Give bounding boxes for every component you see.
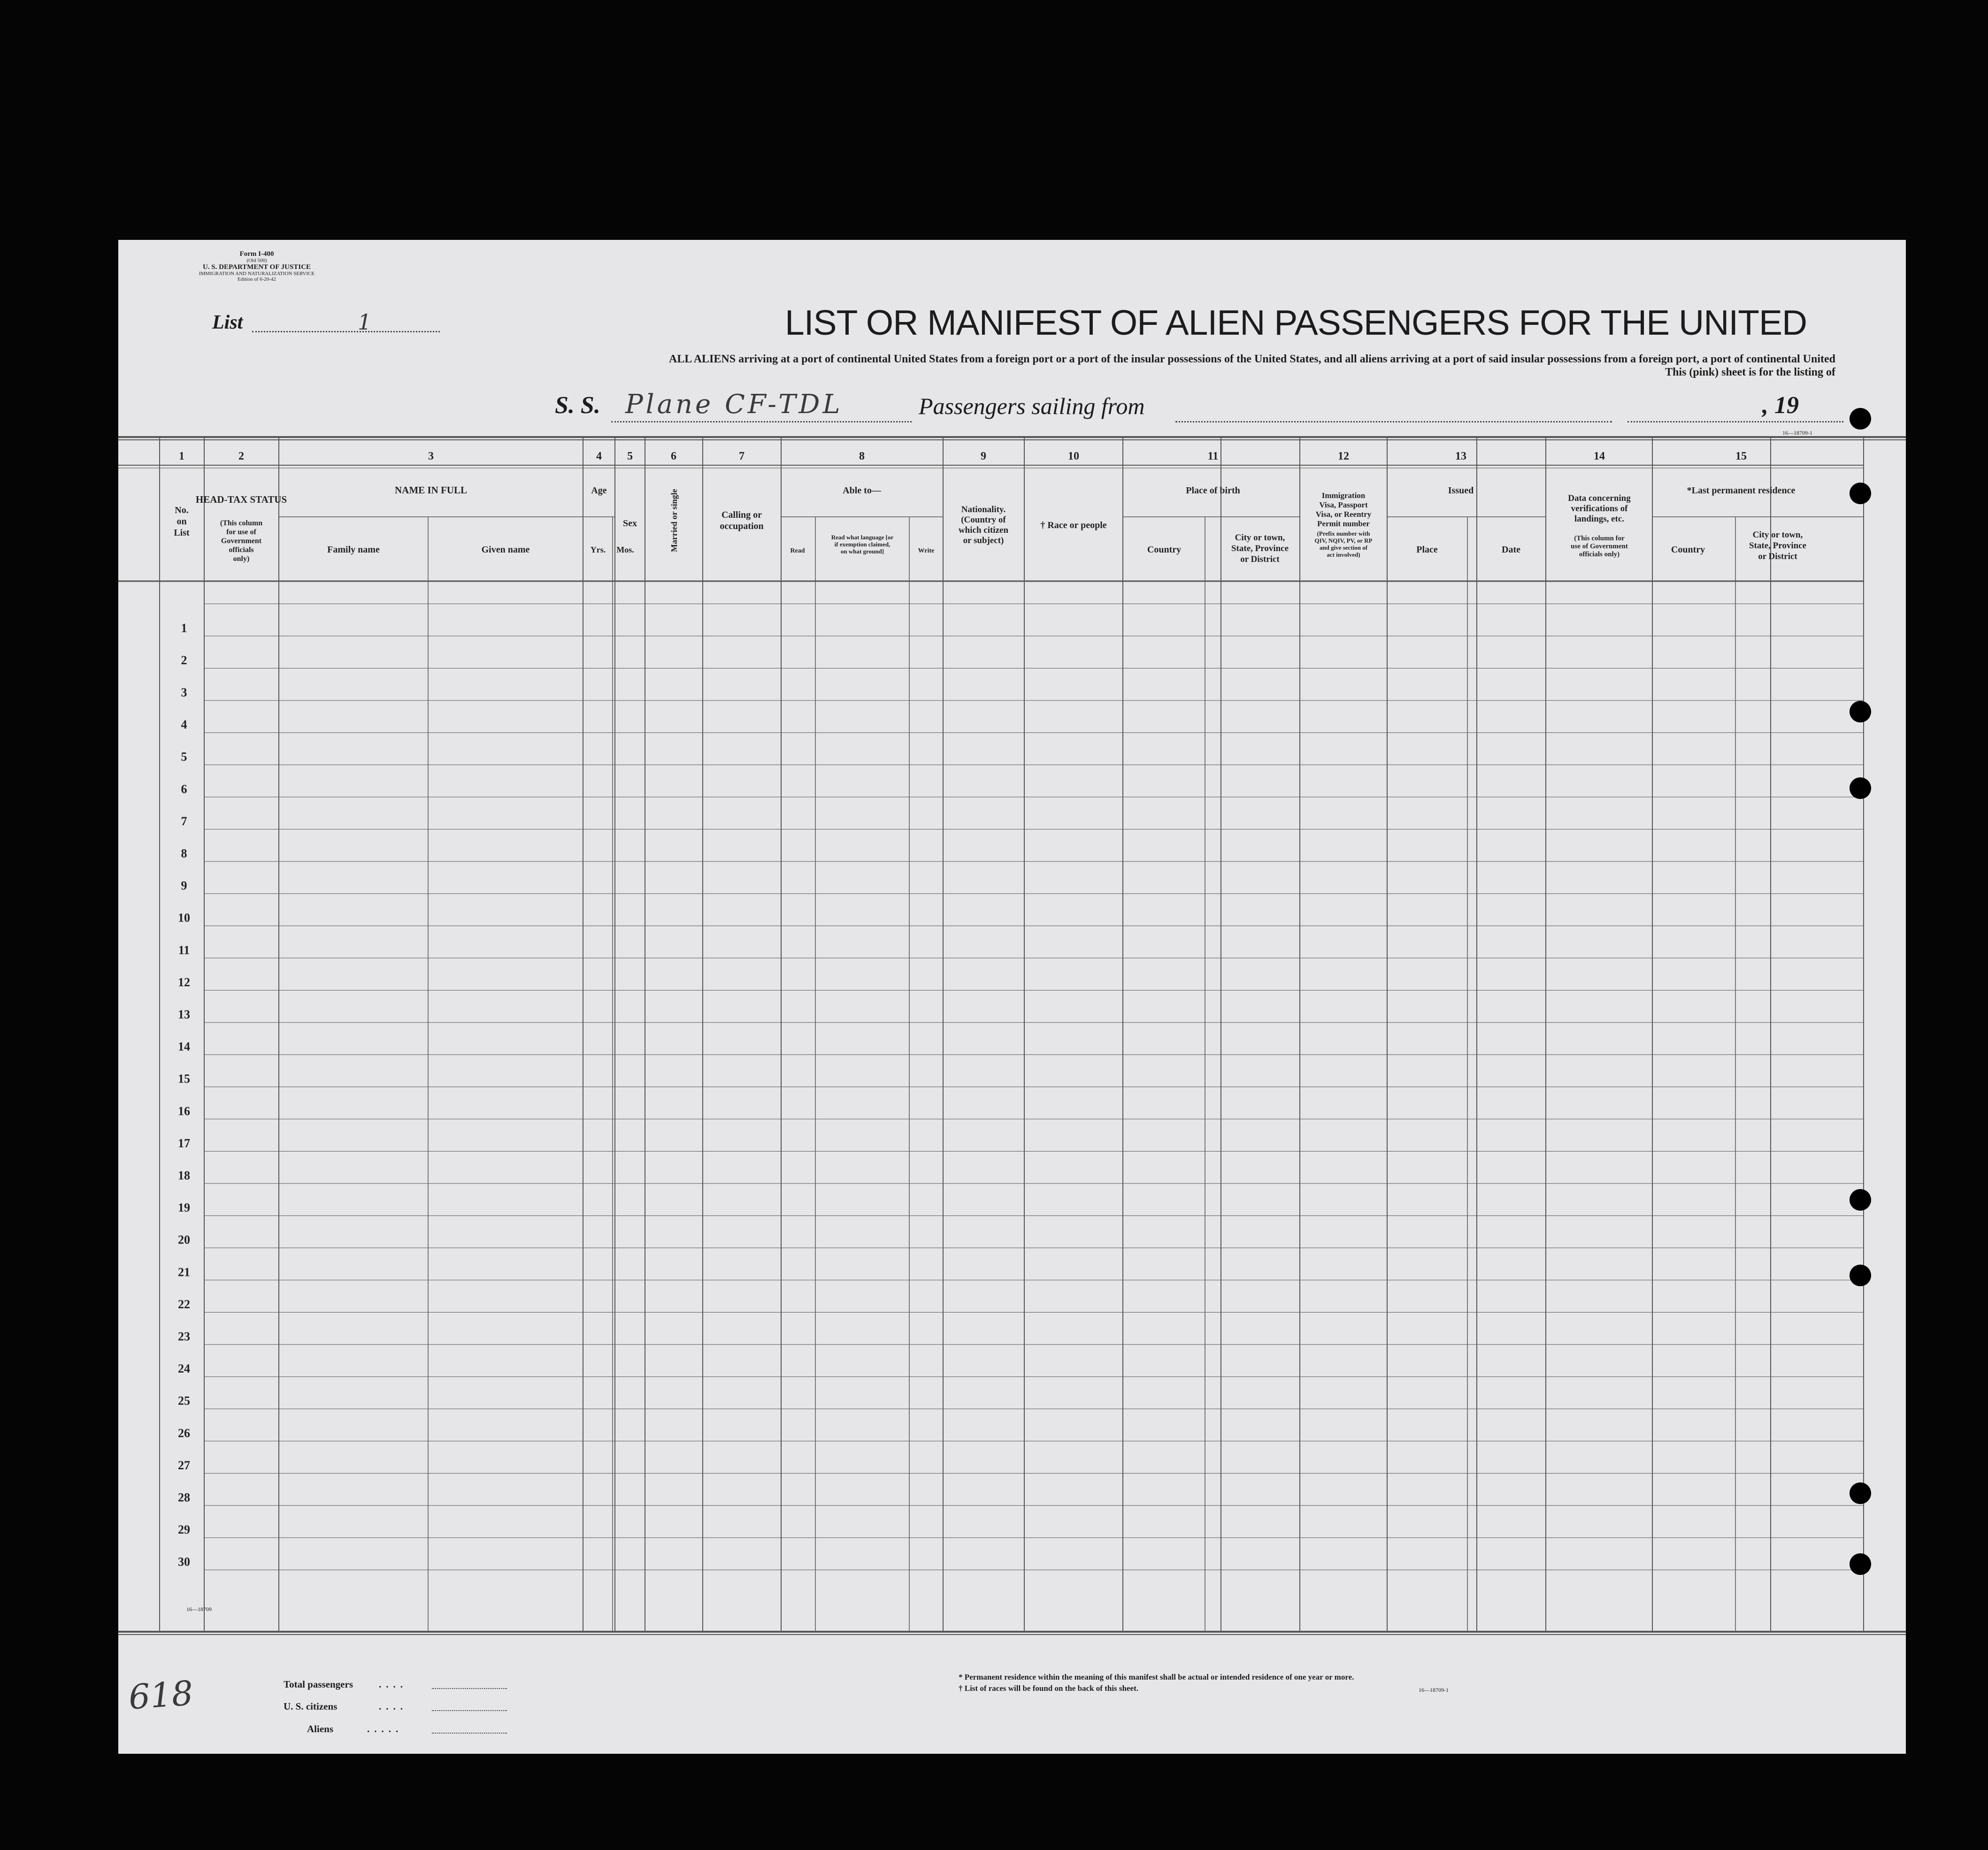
header-age-mos: Mos. [616, 545, 634, 554]
manifest-table-grid [118, 240, 1906, 1754]
header-given-name: Given name [481, 545, 530, 555]
ss-label: S. S. [555, 392, 600, 419]
header-verifications-note: (This column for [1574, 535, 1625, 542]
punch-hole-icon [1850, 1265, 1871, 1286]
header-read: Read [790, 547, 805, 554]
header-nationality: Nationality. [961, 505, 1006, 514]
total-passengers-dots: .... [379, 1679, 407, 1690]
header-birth-city: or District [1240, 554, 1280, 564]
row-number: 28 [178, 1490, 190, 1505]
aliens-field [432, 1733, 507, 1734]
total-passengers-label: Total passengers [284, 1679, 353, 1690]
header-birth-city: City or town, [1235, 533, 1285, 543]
form-number: Form I-400 [239, 250, 274, 258]
aliens-label: Aliens [307, 1723, 334, 1735]
punch-hole-icon [1850, 1189, 1871, 1211]
manifest-sheet [118, 240, 1906, 1754]
row-number: 16 [178, 1104, 190, 1118]
punch-hole-icon [1850, 1482, 1871, 1504]
row-number: 23 [178, 1329, 190, 1343]
row-number: 2 [181, 653, 187, 667]
column-number: 4 [596, 450, 602, 462]
header-married-or-single: Married or single [669, 489, 679, 552]
header-issued-place: Place [1416, 545, 1438, 555]
punch-hole-icon [1850, 777, 1871, 799]
handwritten-page-number: 618 [127, 1673, 195, 1717]
us-citizens-dots: .... [379, 1701, 407, 1712]
header-head-tax-note: (This column [220, 519, 263, 527]
header-sex: Sex [623, 518, 637, 529]
header-able-to: Able to— [843, 485, 881, 496]
department: U. S. DEPARTMENT OF JUSTICE [202, 263, 311, 271]
row-number: 4 [181, 718, 187, 732]
header-head-tax-note: officials [229, 546, 254, 554]
instruction-line-2: This (pink) sheet is for the listing of [1665, 366, 1835, 378]
header-verifications-note: use of Government [1571, 543, 1628, 550]
header-verifications: Data concerning [1568, 493, 1631, 503]
print-code-top: 16—18709-1 [1782, 430, 1812, 436]
print-code-bottom-right: 16—18709-1 [1419, 1687, 1449, 1693]
row-number: 3 [181, 685, 187, 699]
header-nationality: (Country of [961, 515, 1006, 525]
old-form-number: (Old 500) [246, 258, 267, 263]
header-calling: occupation [720, 521, 764, 531]
column-number: 14 [1594, 450, 1605, 462]
service: IMMIGRATION AND NATURALIZATION SERVICE [199, 271, 315, 276]
column-number: 6 [671, 450, 676, 462]
row-number: 22 [178, 1297, 190, 1311]
column-number: 7 [739, 450, 745, 462]
us-citizens-field [432, 1710, 507, 1711]
column-number: 13 [1455, 450, 1466, 462]
total-passengers-field [432, 1688, 507, 1689]
footnote-star: * Permanent residence within the meaning of this manifest shall be actual or intended residence of one year or more. [959, 1673, 1354, 1681]
instruction-line-1: ALL ALIENS arriving at a port of continental United States from a foreign port or a port of the insular possessions of the United States, and all aliens arriving at a port of said insular possessions from a foreign port, a port of continental United [669, 353, 1835, 365]
header-read-language: on what ground] [840, 548, 884, 555]
row-number: 14 [178, 1040, 190, 1054]
row-number: 13 [178, 1007, 190, 1021]
row-number: 30 [178, 1555, 190, 1569]
row-number: 18 [178, 1168, 190, 1182]
column-number: 5 [627, 450, 633, 462]
print-code-bottom-left: 16—18709 [186, 1606, 212, 1612]
header-visa-number: Permit number [1317, 519, 1370, 528]
aliens-dots: ..... [367, 1723, 403, 1735]
us-citizens-label: U. S. citizens [284, 1701, 338, 1712]
row-number: 6 [181, 782, 187, 796]
header-head-tax-note: for use of [226, 528, 256, 536]
header-issued: Issued [1448, 485, 1474, 496]
punch-hole-icon [1850, 1553, 1871, 1575]
header-birth-country: Country [1147, 545, 1182, 555]
row-number: 17 [178, 1136, 190, 1150]
column-number: 1 [179, 450, 184, 462]
header-place-of-birth: Place of birth [1186, 485, 1240, 496]
header-visa-number: Immigration [1321, 491, 1366, 500]
header-read-language: if exemption claimed, [834, 541, 890, 548]
list-label: List [212, 312, 243, 333]
year-prefix: , 19 [1762, 392, 1799, 419]
footnote-dagger: † List of races will be found on the back of this sheet. [959, 1684, 1138, 1693]
column-number: 2 [238, 450, 244, 462]
header-issued-date: Date [1502, 545, 1520, 555]
column-number: 11 [1207, 450, 1219, 462]
header-last-residence: *Last permanent residence [1687, 485, 1796, 496]
header-residence-city: State, Province [1749, 541, 1807, 551]
header-visa-note: QIV, NQIV, PV, or RP [1314, 537, 1373, 544]
header-residence-city: City or town, [1752, 530, 1803, 540]
row-number: 20 [178, 1233, 190, 1247]
header-no-on-list: on [177, 516, 187, 527]
column-number: 15 [1735, 450, 1747, 462]
header-residence-country: Country [1671, 545, 1705, 555]
header-visa-number: Visa, Passport [1319, 500, 1368, 509]
header-verifications-note: officials only) [1579, 551, 1620, 558]
header-visa-note: act involved) [1327, 551, 1360, 558]
punch-hole-icon [1850, 408, 1871, 430]
row-number: 24 [178, 1362, 190, 1376]
header-nationality: which citizen [958, 525, 1009, 535]
header-write: Write [918, 547, 935, 554]
header-no-on-list: List [174, 528, 190, 538]
header-verifications: verifications of [1571, 504, 1628, 514]
sailing-from-label: Passengers sailing from [919, 393, 1145, 419]
header-no-on-list: No. [175, 505, 189, 515]
header-head-tax-note: Government [221, 537, 262, 545]
header-nationality: or subject) [963, 536, 1004, 545]
row-number: 10 [178, 911, 190, 925]
list-number-value: 1 [358, 309, 372, 335]
row-number: 1 [181, 621, 187, 635]
row-number: 9 [181, 879, 187, 893]
header-name-in-full: NAME IN FULL [394, 484, 468, 496]
row-number: 7 [181, 814, 187, 828]
header-age: Age [591, 485, 607, 496]
row-number: 19 [178, 1201, 190, 1215]
page-title: LIST OR MANIFEST OF ALIEN PASSENGERS FOR THE UNITED [785, 303, 1807, 342]
header-residence-city: or District [1758, 552, 1797, 561]
row-number: 8 [181, 846, 187, 860]
column-number: 8 [859, 450, 865, 462]
header-verifications: landings, etc. [1574, 514, 1625, 524]
header-family-name: Family name [327, 545, 380, 555]
header-read-language: Read what language [or [831, 534, 894, 541]
row-number: 25 [178, 1394, 190, 1408]
header-visa-number: Visa, or Reentry [1315, 510, 1372, 519]
header-visa-note: (Prefix number with [1317, 530, 1370, 537]
header-age-yrs: Yrs. [590, 545, 606, 554]
header-calling: Calling or [721, 510, 762, 520]
column-number: 10 [1068, 450, 1079, 462]
header-head-tax: HEAD-TAX STATUS [195, 494, 287, 505]
column-number: 9 [981, 450, 986, 462]
header-head-tax-note: only) [233, 555, 250, 563]
row-number: 15 [178, 1072, 190, 1086]
edition: Edition of 6-20-42 [238, 276, 276, 282]
row-number: 26 [178, 1426, 190, 1440]
punch-hole-icon [1850, 483, 1871, 504]
row-number: 21 [178, 1265, 190, 1279]
vessel-name: Plane CF-TDL [625, 389, 843, 420]
punch-hole-icon [1850, 701, 1871, 722]
header-birth-city: State, Province [1231, 544, 1289, 553]
header-visa-note: and give section of [1319, 544, 1368, 551]
header-race: † Race or people [1040, 520, 1107, 530]
row-number: 11 [178, 943, 190, 957]
row-number: 12 [178, 975, 190, 989]
row-number: 29 [178, 1523, 190, 1537]
column-number: 12 [1338, 450, 1349, 462]
row-number: 5 [181, 750, 187, 764]
column-number: 3 [428, 450, 434, 462]
row-number: 27 [178, 1458, 190, 1472]
